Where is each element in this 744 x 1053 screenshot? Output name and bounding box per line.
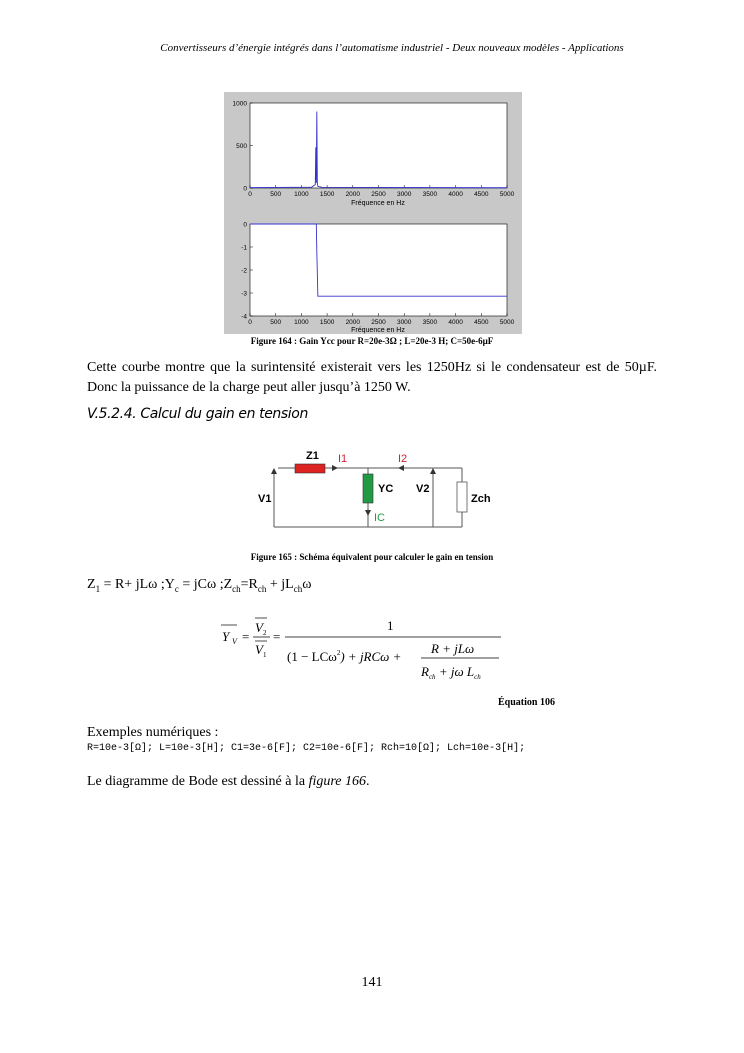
bode-text-end: .	[366, 774, 370, 789]
impedance-definitions	[87, 577, 311, 594]
eq-v2: V	[255, 620, 263, 635]
figure-164-plot	[224, 92, 522, 334]
label-v1: V1	[258, 493, 272, 505]
eq-lhs: Y	[222, 629, 230, 644]
label-yc: YC	[378, 483, 394, 495]
y-tick-label: -1	[241, 244, 247, 252]
x-tick-label: 4500	[474, 191, 489, 198]
x-tick-label: 0	[248, 319, 252, 326]
eq-den: (1 − LCω	[287, 649, 337, 664]
def-sub: ch	[293, 583, 303, 594]
bottom-xlabel: Fréquence en Hz	[351, 327, 405, 334]
x-tick-label: 5000	[499, 319, 515, 326]
zch-load	[457, 482, 467, 512]
eq-v1: V	[255, 642, 263, 657]
z1-resistor	[295, 464, 325, 473]
def-text: + jL	[266, 577, 294, 592]
x-tick-label: 2000	[345, 191, 361, 198]
figure-165-caption: Figure 165 : Schéma équivalent pour calculer le gain en tension	[250, 552, 494, 562]
svg-text:(1 − LCω2) + jRCω +	[287, 649, 401, 664]
def-text: = R+ jLω ;Y	[100, 577, 175, 592]
eq-numerator: 1	[387, 618, 394, 633]
eq-sub: ch	[474, 673, 481, 681]
x-tick-label: 2500	[371, 191, 386, 198]
eq-lhs-sub: V	[232, 637, 237, 646]
y-tick-label: 500	[236, 143, 247, 150]
label-zch: Zch	[471, 493, 491, 505]
v1-arrow-icon	[271, 468, 277, 474]
label-ic: IC	[374, 512, 385, 524]
x-tick-label: 4000	[448, 191, 463, 198]
yc-component	[363, 474, 373, 503]
label-i2: I2	[398, 453, 408, 465]
top-xlabel: Fréquence en Hz	[351, 200, 405, 207]
x-tick-label: 500	[270, 319, 282, 326]
i2-arrow-icon	[398, 465, 404, 471]
paragraph-surintensite: Cette courbe montre que la surintensité existerait vers les 1250Hz si le condensateur est de 50µF. Donc la puissance de la charge peut aller jusqu’à 1250 W.	[87, 360, 657, 395]
label-z1: Z1	[306, 450, 319, 462]
eq-v1-sub: 1	[263, 651, 267, 659]
x-tick-label: 4000	[448, 319, 463, 326]
bode-text: Le diagramme de Bode est dessiné à la	[87, 774, 309, 789]
section-heading: V.5.2.4. Calcul du gain en tension	[87, 406, 308, 422]
bottom-axes	[250, 224, 507, 316]
def-text: Z	[87, 577, 96, 592]
def-text: =R	[240, 577, 258, 592]
examples-title: Exemples numériques :	[87, 725, 219, 740]
eq-inner-num: R + jLω	[431, 641, 475, 656]
x-tick-label: 0	[248, 191, 252, 198]
label-v2: V2	[416, 483, 430, 495]
def-sub: ch	[257, 583, 267, 594]
def-sub: c	[174, 583, 179, 594]
svg-text:Rch + jω Lch	[420, 664, 481, 681]
examples-values: R=10e-3[Ω]; L=10e-3[H]; C1=3e-6[F]; C2=10e-6[F]; Rch=10[Ω]; Lch=10e-3[H];	[87, 743, 526, 754]
ic-arrow-icon	[365, 510, 371, 516]
def-sub: 1	[95, 583, 101, 594]
x-tick-label: 2500	[371, 319, 386, 326]
y-tick-label: -4	[241, 313, 247, 321]
eq-inner-den-b: + jω L	[435, 664, 475, 679]
page-number: 141	[361, 975, 383, 990]
x-tick-label: 3500	[422, 319, 438, 326]
paragraph-bode	[87, 774, 370, 790]
running-header: Convertisseurs d’énergie intégrés dans l’automatisme industriel - Deux nouveaux modèles - Applications	[160, 42, 624, 54]
svg-text:=: =	[242, 629, 250, 644]
x-tick-label: 3000	[396, 191, 412, 198]
x-tick-label: 1500	[319, 319, 335, 326]
x-tick-label: 3000	[396, 319, 412, 326]
label-i1: I1	[338, 453, 348, 465]
figure-164-caption: Figure 164 : Gain Ycc pour R=20e-3Ω ; L=20e-3 H; C=50e-6µF	[250, 336, 494, 346]
eq-v2-sub: 2	[263, 629, 267, 637]
x-tick-label: 3500	[422, 191, 438, 198]
y-tick-label: 0	[243, 185, 247, 193]
svg-text:=: =	[273, 629, 281, 644]
eq-den-b: ) + jRCω +	[340, 649, 402, 664]
x-tick-label: 1500	[319, 191, 335, 198]
def-text: = jCω ;Z	[178, 577, 233, 592]
x-tick-label: 5000	[499, 191, 515, 198]
eq-inner-den: R	[421, 664, 429, 679]
v2-arrow-icon	[430, 468, 436, 474]
eq-den-sq: 2	[336, 649, 341, 657]
def-text: ω	[302, 577, 312, 592]
figure-166-reference[interactable]: figure 166	[308, 774, 367, 789]
x-tick-label: 4500	[474, 319, 489, 326]
equation-label: Équation 106	[498, 697, 555, 708]
y-tick-label: 1000	[232, 100, 247, 108]
eq-sub: ch	[428, 673, 436, 681]
top-axes	[250, 103, 507, 188]
x-tick-label: 500	[270, 191, 282, 198]
equivalent-circuit	[240, 440, 500, 532]
y-tick-label: -2	[241, 267, 247, 275]
y-tick-label: -3	[241, 290, 247, 298]
x-tick-label: 2000	[345, 319, 361, 326]
x-tick-label: 1000	[294, 191, 309, 198]
x-tick-label: 1000	[294, 319, 309, 326]
def-sub: ch	[232, 583, 241, 594]
y-tick-label: 0	[243, 221, 247, 229]
i1-arrow-icon	[332, 465, 338, 471]
gain-equation	[215, 608, 515, 688]
